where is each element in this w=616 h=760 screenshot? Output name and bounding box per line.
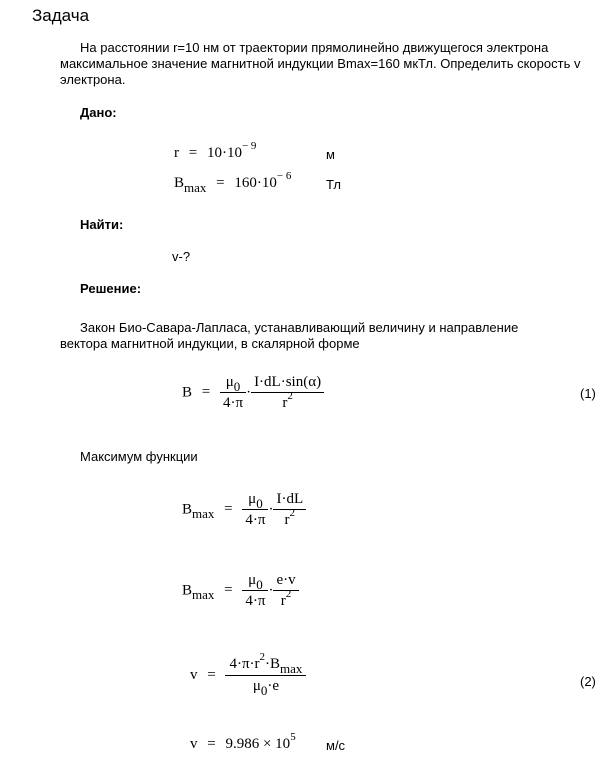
equation-bmax-2: $B_{max}$ = $\frac{\mu_0}{4\cdot\pi}$ · $\frac{e\cdot v}{r^2}$: [182, 572, 299, 610]
problem-line-3: электрона.: [60, 72, 126, 87]
given-heading: Дано:: [80, 105, 117, 120]
given-bmax: $B_{max} = 160\cdot 10^{- 6}$: [174, 170, 292, 195]
solution-heading: Решение:: [80, 281, 142, 296]
problem-line-2: максимальное значение магнитной индукции Bmax=160 мкТл. Определить скорость v: [60, 56, 581, 71]
maximum-text: Максимум функции: [80, 449, 198, 464]
page-title: Задача: [32, 6, 90, 25]
result-unit: м/с: [326, 738, 346, 753]
given-bmax-unit: Тл: [326, 177, 341, 192]
find-heading: Найти:: [80, 217, 124, 232]
result: $v = 9.986 \times 10^5$: [190, 731, 296, 752]
equation-2: v = $\frac{4\cdot\pi\cdot r^2\cdot B_{max}}{\mu_0\cdot e}$: [190, 656, 306, 695]
eq1-fraction-2: $\frac{I\cdot dL\cdot\sin(\alpha)}{r^2}$: [251, 374, 324, 412]
equation-bmax-1: $B_{max}$ = $\frac{\mu_0}{4\cdot\pi}$ · $\frac{I\cdot dL}{r^2}$: [182, 491, 306, 529]
find-value: v-?: [172, 249, 191, 264]
eq1-fraction-1: $\frac{\mu_0}{4\cdot\pi}$: [220, 374, 246, 412]
problem-line-1: На расстоянии r=10 нм от траектории прямолинейно движущегося электрона: [80, 40, 549, 55]
given-r-unit: м: [326, 147, 335, 162]
solution-line-2: вектора магнитной индукции, в скалярной форме: [60, 336, 360, 351]
problem-text: [60, 40, 600, 88]
solution-line-1: Закон Био-Савара-Лапласа, устанавливающий величину и направление: [80, 320, 519, 335]
equation-1-label: (1): [580, 386, 596, 401]
equation-2-label: (2): [580, 674, 596, 689]
equation-1: B = $\frac{\mu_0}{4\cdot\pi}$ · $\frac{I\cdot dL\cdot\sin(\alpha)}{r^2}$: [182, 374, 324, 412]
solution-text: [60, 320, 600, 352]
given-r: $r = 10\cdot 10^{- 9}$: [174, 140, 257, 161]
